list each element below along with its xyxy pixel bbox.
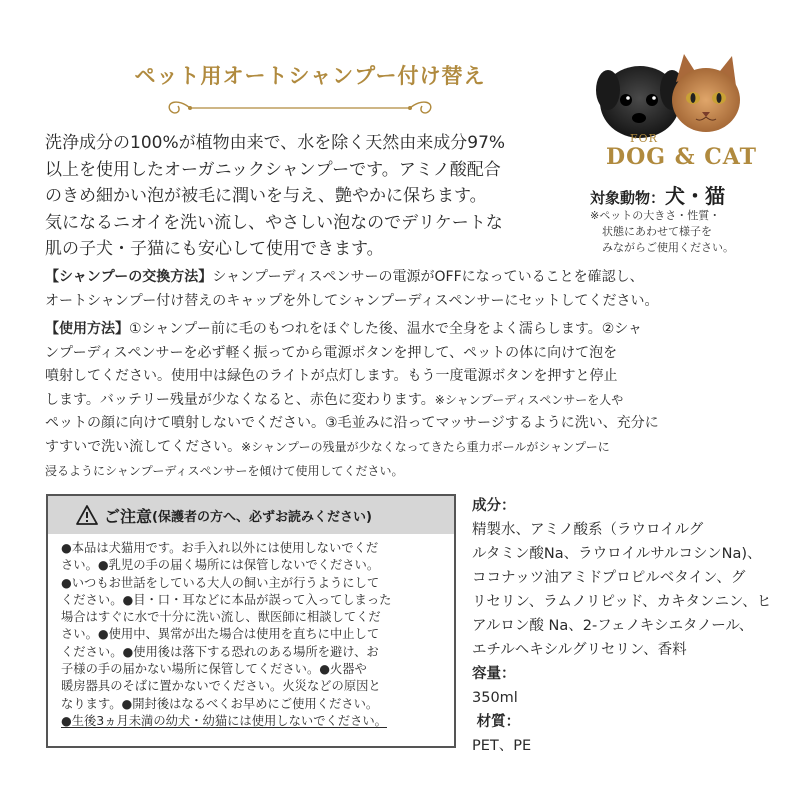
caution-line: ください。●使用後は落下する恐れのある場所を避け、お xyxy=(61,644,379,659)
exchange-method-section xyxy=(45,266,767,313)
ingredients-line: ルタミン酸Na、ラウロイルサルコシンNa)、 xyxy=(472,546,762,562)
usage-line: 噴射してください。使用中は緑色のライトが点灯します。もう一度電源ボタンを押すと停止 xyxy=(45,368,618,385)
intro-line: 以上を使用したオーガニックシャンプーです。アミノ酸配合 xyxy=(45,159,501,180)
intro-line: 気になるニオイを洗い流し、やさしい泡なのでデリケートな xyxy=(45,212,503,233)
ingredients-text: 精製水、アミノ酸系（ラウロイルグ xyxy=(472,522,704,538)
usage-note: ※シャンプーの残量が少なくなってきたら重力ボールがシャンプーに xyxy=(241,439,610,454)
target-note-line: ※ペットの大きさ・性質・ xyxy=(590,209,721,222)
caution-box xyxy=(46,494,456,748)
intro-line: のきめ細かい泡が被毛に潤いを与え、艶やかに保ちます。 xyxy=(45,186,487,206)
ingredients-label: 成分： xyxy=(472,498,516,514)
target-note-line: みながらご使用ください。 xyxy=(602,241,734,254)
usage-section xyxy=(45,318,767,483)
caution-line: 暖房器具のそばに置かないでください。火災などの原因と xyxy=(61,679,381,694)
volume-material-line xyxy=(472,662,772,758)
page-title: ペット用オートシャンプー付け替え xyxy=(134,64,486,88)
exchange-heading: 【シャンプーの交換方法】 xyxy=(45,269,213,285)
ingredients-line: アルロン酸 Na、2-フェノキシエタノール、 xyxy=(472,618,754,634)
ingredients-block xyxy=(472,494,772,758)
target-value: 犬・猫 xyxy=(665,184,726,208)
volume-label: 容量： xyxy=(472,666,516,682)
intro-paragraph xyxy=(45,130,575,263)
caution-heading: ご注意 xyxy=(104,506,153,526)
material-value: PET、PE xyxy=(472,738,532,754)
ingredients-line: リセリン、ラムノリピッド、カキタンニン、ヒ xyxy=(472,594,772,610)
ingredients-line: エチルヘキシルグリセリン、香料 xyxy=(472,642,687,658)
caution-line: なります。●開封後はなるべくお早めにご使用ください。 xyxy=(61,696,379,711)
exchange-line: オートシャンプー付け替えのキャップを外してシャンプーディスペンサーにセットしてください。 xyxy=(45,292,659,309)
exchange-text: シャンプーディスペンサーの電源がOFFになっていることを確認し、 xyxy=(212,269,644,285)
usage-line: ンプーディスペンサーを必ず軽く振ってから電源ボタンを押して、ペットの体に向けて泡を xyxy=(45,344,618,361)
target-note-line: 状態にあわせて様子を xyxy=(602,225,712,238)
volume-value: 350ml xyxy=(472,690,518,706)
for-label: FOR xyxy=(630,132,658,145)
usage-text: ①シャンプー前に毛のもつれをほぐした後、温水で全身をよく濡らします。②シャ xyxy=(129,321,642,337)
target-animals xyxy=(590,180,725,209)
warning-icon xyxy=(76,505,98,525)
exchange-line xyxy=(45,266,767,290)
caution-body xyxy=(48,534,454,730)
ingredients-line: ココナッツ油アミドプロピルベタイン、グ xyxy=(472,570,746,586)
material-label: 材質： xyxy=(476,714,521,730)
intro-line: 肌の子犬・子猫にも安心して使用できます。 xyxy=(45,239,384,259)
usage-line: ペットの顔に向けて噴射しないでください。③毛並みに沿ってマッサージするように洗い、充分に xyxy=(45,415,659,432)
caution-line: さい。●使用中、異常が出た場合は使用を直ちに中止して xyxy=(61,627,380,642)
caution-line: ●いつもお世話をしている大人の飼い主が行うようにして xyxy=(61,575,380,590)
usage-line xyxy=(45,436,767,460)
ornament-divider xyxy=(160,94,440,122)
usage-note: ※シャンプーディスペンサーを人や xyxy=(434,392,624,407)
usage-line: 浸るようにシャンプーディスペンサーを傾けて使用してください。 xyxy=(45,463,404,478)
caution-line: 場合はすぐに水で十分に洗い流し、獣医師に相談してくだ xyxy=(61,610,381,625)
dog-and-cat-photo xyxy=(592,52,742,140)
caution-line: ●本品は犬猫用です。お手入れ以外には使用しないでくだ xyxy=(61,541,379,555)
usage-text: すすいで洗い流してください。 xyxy=(45,438,242,455)
dog-cat-label: DOG & CAT xyxy=(606,144,757,170)
usage-line xyxy=(45,389,767,413)
caution-line: 子様の手の届かない場所に保管してください。●火器や xyxy=(61,662,367,677)
ingredients-line xyxy=(472,494,772,542)
usage-line xyxy=(45,318,767,342)
caution-last-line: ●生後3ヵ月未満の幼犬・幼猫には使用しないでください。 xyxy=(61,713,387,728)
intro-line: 洗浄成分の100%が植物由来で、水を除く天然由来成分97% xyxy=(45,133,506,153)
target-label: 対象動物： xyxy=(590,189,666,207)
caution-subheading: (保護者の方へ、必ずお読みください) xyxy=(152,509,372,525)
caution-line: ください。●目・口・耳などに本品が誤って入ってしまった xyxy=(61,592,392,607)
caution-header xyxy=(48,496,454,534)
target-note xyxy=(590,208,765,256)
usage-heading: 【使用方法】 xyxy=(45,321,129,337)
caution-line: さい。●乳児の手の届く場所には保管しないでください。 xyxy=(61,558,380,573)
usage-text: します。バッテリー残量が少なくなると、赤色に変わります。 xyxy=(45,391,435,408)
